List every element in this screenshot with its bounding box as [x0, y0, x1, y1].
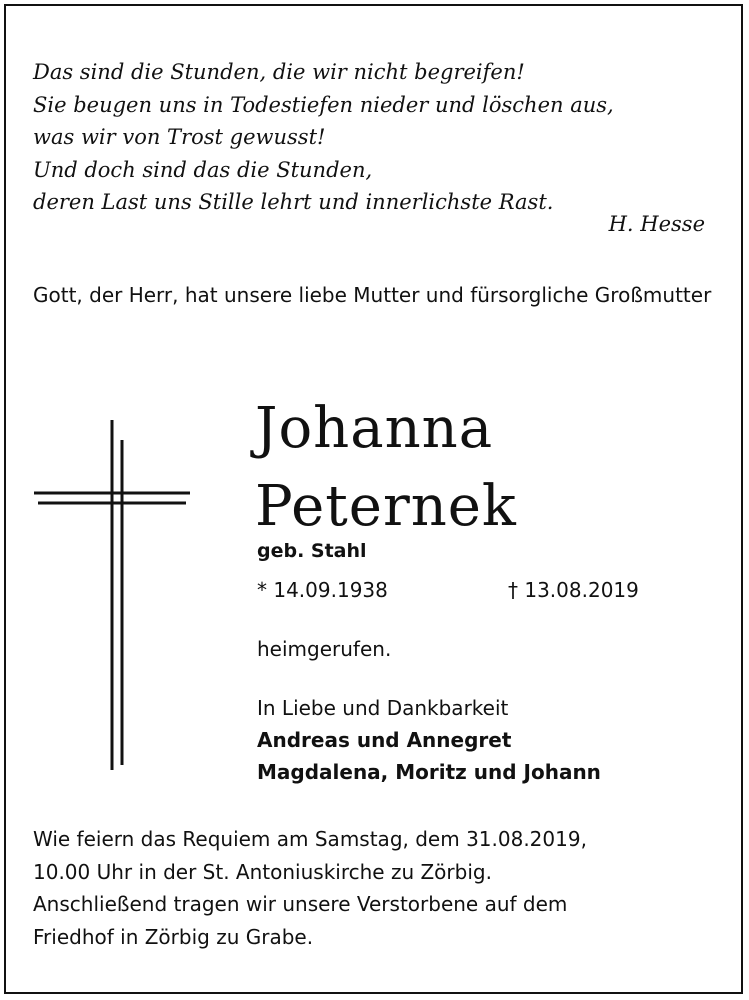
requiem-line: Anschließend tragen wir unsere Verstorbene auf dem — [33, 892, 568, 916]
poem-line: Und doch sind das die Stunden, — [33, 157, 373, 182]
requiem-notice — [33, 823, 723, 953]
poem-line: was wir von Trost gewusst! — [33, 125, 326, 149]
intro-text: Gott, der Herr, hat unsere liebe Mutter und fürsorgliche Großmutter — [33, 283, 712, 307]
poem-line: Sie beugen uns in Todestiefen nieder und löschen aus, — [33, 92, 614, 117]
closing-phrase: In Liebe und Dankbarkeit — [257, 696, 509, 720]
poem-author: H. Hesse — [608, 212, 705, 236]
requiem-line: 10.00 Uhr in der St. Antoniuskirche zu Zörbig. — [33, 859, 492, 884]
called-home-text: heimgerufen. — [257, 637, 392, 661]
poem — [33, 56, 713, 219]
requiem-line: Wie feiern das Requiem am Samstag, dem 31.08.2019, — [33, 827, 587, 851]
cross-icon — [34, 420, 190, 770]
poem-line: Das sind die Stunden, die wir nicht begreifen! — [33, 60, 525, 84]
mourner-names: Magdalena, Moritz und Johann — [257, 760, 601, 784]
death-date: † 13.08.2019 — [508, 578, 639, 602]
deceased-name — [255, 390, 517, 546]
requiem-line: Friedhof in Zörbig zu Grabe. — [33, 924, 314, 949]
last-name: Peternek — [255, 474, 517, 539]
birth-date: * 14.09.1938 — [257, 578, 388, 602]
mourner-names: Andreas und Annegret — [257, 728, 512, 752]
maiden-name: geb. Stahl — [257, 540, 367, 562]
poem-line: deren Last uns Stille lehrt und innerlichste Rast. — [33, 190, 554, 214]
mourners — [257, 692, 601, 788]
first-name: Johanna — [255, 396, 494, 461]
